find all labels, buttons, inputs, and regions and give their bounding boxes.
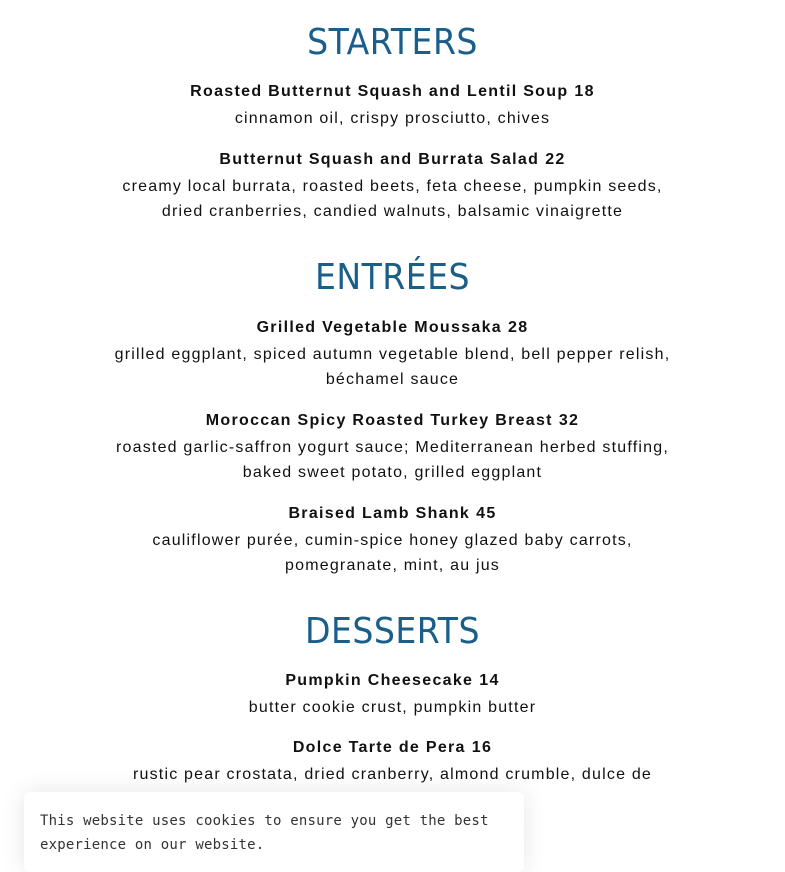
item-description: grilled eggplant, spiced autumn vegetable blend, bell pepper relish, béchamel sauce: [114, 345, 671, 388]
cookie-banner: [24, 792, 524, 872]
section-title: STARTERS: [307, 22, 478, 63]
item-name: Moroccan Spicy Roasted Turkey Breast: [205, 411, 553, 429]
item-description: rustic pear crostata, dried cranberry, almond crumble, dulce de: [132, 766, 653, 783]
section-title: DESSERTS: [305, 610, 480, 652]
item-name: Roasted Butternut Squash and Lentil Soup: [190, 83, 569, 100]
item-price: 18: [574, 83, 595, 100]
menu-item: [0, 80, 785, 132]
item-price: 16: [471, 739, 493, 756]
section-entrees: [0, 225, 785, 579]
item-price: 22: [545, 150, 566, 168]
section-desserts: [0, 579, 785, 814]
item-name: Dolce Tarte de Pera: [292, 739, 466, 756]
item-description: creamy local burrata, roasted beets, feta cheese, pumpkin seeds, dried cranberries, candied walnuts, balsamic vinaigrette: [122, 177, 663, 220]
item-name: Braised Lamb Shank: [288, 504, 471, 522]
item-price: 28: [508, 318, 529, 336]
menu-item: [0, 409, 785, 486]
menu-item: [0, 669, 785, 721]
menu-item: [0, 502, 785, 579]
item-description: roasted garlic-saffron yogurt sauce; Mediterranean herbed stuffing, baked sweet potato, grilled eggplant: [116, 438, 669, 481]
item-name: Butternut Squash and Burrata Salad: [219, 150, 540, 168]
item-name: Grilled Vegetable Moussaka: [256, 318, 503, 336]
item-description: butter cookie crust, pumpkin butter: [248, 698, 537, 716]
item-name: Pumpkin Cheesecake: [285, 671, 474, 689]
item-description: cauliflower purée, cumin-spice honey glazed baby carrots, pomegranate, mint, au jus: [152, 531, 633, 574]
item-description: cinnamon oil, crispy prosciutto, chives: [234, 110, 551, 127]
menu-item: [0, 316, 785, 393]
item-price: 14: [479, 671, 500, 689]
section-starters: [0, 0, 785, 225]
item-price: 45: [476, 504, 497, 522]
menu-item: [0, 148, 785, 225]
item-price: 32: [558, 411, 580, 429]
section-title: ENTRÉES: [314, 256, 471, 298]
cookie-banner-text: This website uses cookies to ensure you get the best experience on our website.: [40, 813, 489, 853]
